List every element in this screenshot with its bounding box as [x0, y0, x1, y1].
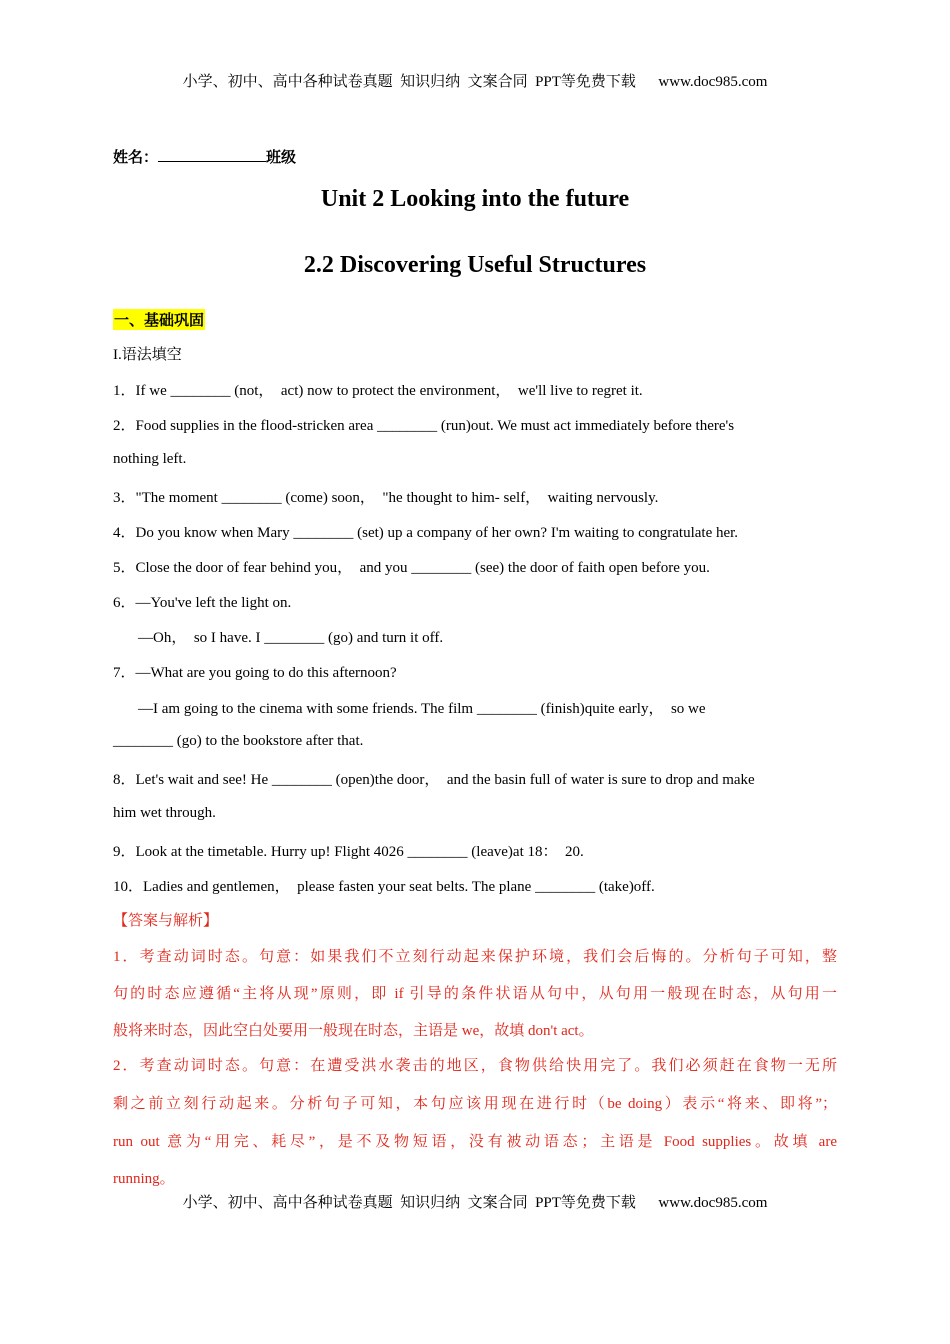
question-7: 7．—What are you going to do this afternoon?	[113, 665, 397, 681]
exercise-heading: I.语法填空	[113, 347, 182, 363]
explanation-1-line-1: 1．考查动词时态。句意：如果我们不立刻行动起来保护环境，我们会后悔的。分析句子可知，整	[113, 949, 837, 965]
question-6: 6．—You've left the light on.	[113, 595, 292, 611]
question-1: 1．If we ________ (not， act) now to protect the environment， we'll live to regret it.	[113, 383, 643, 399]
question-7-reply: —I am going to the cinema with some friends. The film ________ (finish)quite early， so we	[138, 701, 706, 717]
explanation-1-line-2: 句的时态应遵循“主将从现”原则，即 if 引导的条件状语从句中，从句用一般现在时态，从句用一	[113, 986, 837, 1002]
explanation-2-line-3: run out 意为“用完、耗尽”，是不及物短语，没有被动语态；主语是 Food supplies。故填 are	[113, 1134, 837, 1150]
question-4: 4．Do you know when Mary ________ (set) up a company of her own? I'm waiting to congratulate her.	[113, 525, 739, 541]
page-footer: 小学、初中、高中各种试卷真题 知识归纳 文案合同 PPT等免费下载 www.doc985.com	[182, 1195, 768, 1211]
question-10: 10．Ladies and gentlemen， please fasten your seat belts. The plane ________ (take)off.	[113, 879, 655, 895]
question-2: 2．Food supplies in the flood-stricken area ________ (run)out. We must act immediately before there's	[113, 418, 735, 434]
question-2-cont: nothing left.	[113, 451, 187, 467]
page-header: 小学、初中、高中各种试卷真题 知识归纳 文案合同 PPT等免费下载 www.doc985.com	[182, 74, 768, 90]
explanation-2-line-2: 剩之前立刻行动起来。分析句子可知，本句应该用现在进行时（be doing）表示“将来、即将”；	[113, 1096, 837, 1112]
question-9: 9．Look at the timetable. Hurry up! Flight 4026 ________ (leave)at 18： 20.	[113, 844, 584, 860]
explanation-2-line-1: 2．考查动词时态。句意：在遭受洪水袭击的地区，食物供给快用完了。我们必须赶在食物一无所	[113, 1058, 837, 1074]
question-3: 3．"The moment ________ (come) soon， "he thought to him- self， waiting nervously.	[113, 490, 659, 506]
name-label: 姓名：	[113, 150, 159, 166]
question-7-cont: ________ (go) to the bookstore after that.	[113, 733, 364, 749]
question-5: 5．Close the door of fear behind you， and you ________ (see) the door of faith open before you.	[113, 560, 710, 576]
unit-title: Unit 2 Looking into the future	[320, 186, 630, 212]
name-blank	[158, 147, 266, 162]
explanation-1-line-3: 般将来时态，因此空白处要用一般现在时态，主语是 we，故填 don't act。	[113, 1023, 594, 1039]
question-6-reply: —Oh， so I have. I ________ (go) and turn it off.	[138, 630, 444, 646]
answer-heading: 【答案与解析】	[113, 913, 219, 929]
section-heading: 一、基础巩固	[113, 309, 205, 330]
lesson-subtitle: 2.2 Discovering Useful Structures	[303, 252, 647, 278]
question-8: 8．Let's wait and see! He ________ (open)the door， and the basin full of water is sure to drop and make	[113, 772, 755, 788]
question-8-cont: him wet through.	[113, 805, 216, 821]
explanation-2-line-4: running。	[113, 1171, 175, 1187]
class-label: 班级	[266, 150, 297, 166]
name-class-line	[113, 146, 296, 167]
